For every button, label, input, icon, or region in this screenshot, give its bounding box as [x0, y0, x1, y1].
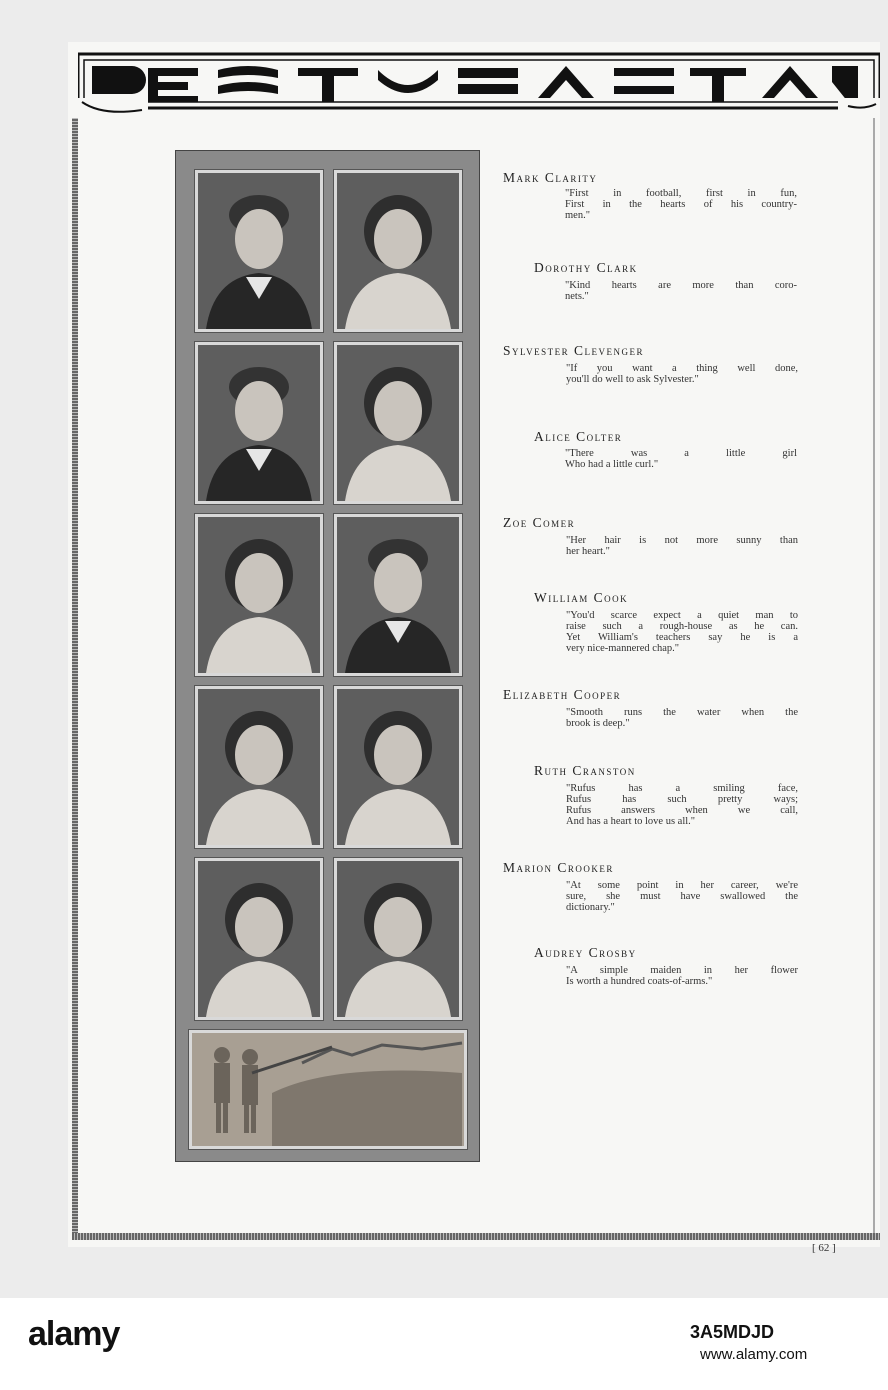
- watermark-image-id: 3A5MDJD: [690, 1322, 775, 1342]
- quote-line: you'll do well to ask Sylvester.": [566, 374, 699, 385]
- quote-line: very nice-mannered chap.": [566, 643, 680, 654]
- student-quote: [566, 783, 798, 827]
- quote-line: And has a heart to love us all.": [566, 816, 696, 827]
- portrait-woman-icon: [195, 514, 323, 676]
- page-frame-bottom: [72, 1233, 880, 1240]
- page-number: [ 62 ]: [812, 1242, 836, 1254]
- quote-line: "There was a little girl: [565, 448, 797, 459]
- quote-line: men.": [565, 210, 590, 221]
- portrait-woman-icon: [334, 858, 462, 1020]
- student-name: William Cook: [534, 590, 629, 605]
- student-quote: [565, 188, 797, 221]
- quote-line: sure, she must have swallowed the: [566, 891, 798, 902]
- quote-line: dictionary.": [566, 902, 615, 913]
- quote-line: brook is deep.": [566, 718, 630, 729]
- student-quote: [566, 535, 798, 557]
- bottom-illustration: [189, 1030, 467, 1149]
- quote-line: "Rufus has a smiling face,: [566, 783, 798, 794]
- quote-line: "Smooth runs the water when the: [566, 707, 798, 718]
- student-name: Sylvester Clevenger: [503, 343, 645, 358]
- page-frame-left: [72, 118, 78, 1240]
- student-quote: [566, 707, 798, 729]
- student-name: Dorothy Clark: [534, 260, 638, 275]
- watermark-brand: alamy: [28, 1315, 120, 1353]
- ornamental-banner: [78, 46, 880, 116]
- quote-line: nets.": [565, 291, 589, 302]
- quote-line: Rufus has such pretty ways;: [566, 794, 798, 805]
- quote-line: Yet William's teachers say he is a: [566, 632, 798, 643]
- student-name: Mark Clarity: [503, 170, 598, 185]
- student-name: Zoe Comer: [503, 515, 576, 530]
- student-name: Marion Crooker: [503, 860, 614, 875]
- student-name: Audrey Crosby: [534, 945, 637, 960]
- quote-line: "Kind hearts are more than coro-: [565, 280, 797, 291]
- portrait-woman-icon: [334, 342, 462, 504]
- student-quote: [566, 965, 798, 987]
- quote-line: "First in football, first in fun,: [565, 188, 797, 199]
- quote-line: raise such a rough-house as he can.: [566, 621, 798, 632]
- student-name: Ruth Cranston: [534, 763, 636, 778]
- quote-line: "A simple maiden in her flower: [566, 965, 798, 976]
- quote-line: Who had a little curl.": [565, 459, 659, 470]
- quote-line: Rufus answers when we call,: [566, 805, 798, 816]
- quote-line: Is worth a hundred coats-of-arms.": [566, 976, 713, 987]
- quote-line: "Her hair is not more sunny than: [566, 535, 798, 546]
- portrait-woman-icon: [195, 858, 323, 1020]
- portrait-woman-icon: [334, 170, 462, 332]
- watermark-site: www.alamy.com: [700, 1346, 808, 1363]
- portrait-woman-icon: [195, 686, 323, 848]
- quote-line: First in the hearts of his country-: [565, 199, 797, 210]
- student-quote: [566, 880, 798, 913]
- portrait-man-icon: [334, 514, 462, 676]
- portrait-man-icon: [195, 170, 323, 332]
- student-quote: [565, 448, 797, 470]
- student-quote: [565, 280, 797, 302]
- quote-line: "You'd scarce expect a quiet man to: [566, 610, 798, 621]
- quote-line: her heart.": [566, 546, 610, 557]
- student-name: Elizabeth Cooper: [503, 687, 622, 702]
- portrait-woman-icon: [334, 686, 462, 848]
- page-frame-right: [873, 118, 875, 1238]
- watermark-footer: [0, 1298, 888, 1390]
- student-quote: [566, 610, 798, 654]
- quote-line: "At some point in her career, we're: [566, 880, 798, 891]
- student-name: Alice Colter: [534, 429, 623, 444]
- quote-line: "If you want a thing well done,: [566, 363, 798, 374]
- portrait-man-icon: [195, 342, 323, 504]
- student-quote: [566, 363, 798, 385]
